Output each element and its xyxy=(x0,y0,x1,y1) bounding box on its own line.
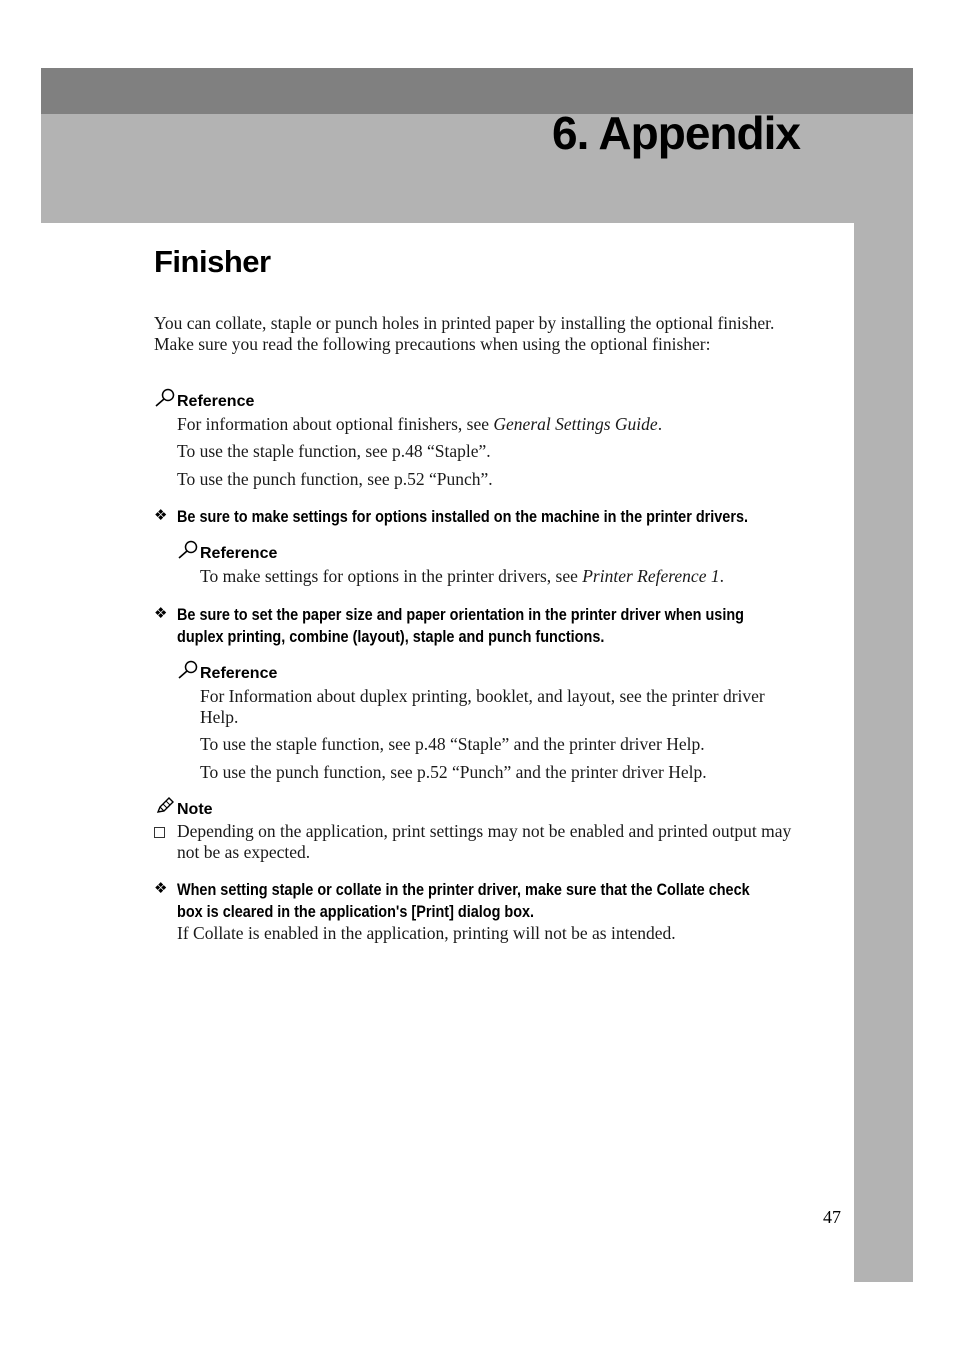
item1-ref-text: To make settings for options in the printer drivers, see Printer Reference 1. xyxy=(200,566,724,586)
item1-bullet xyxy=(154,506,167,525)
magnifier-icon xyxy=(177,540,199,560)
page-side-bar xyxy=(854,223,913,1282)
diamond-bullet-icon: ❖ xyxy=(154,879,168,897)
reference-label: Reference xyxy=(200,665,278,682)
intro-paragraph: You can collate, staple or punch holes in printed paper by installing the optional finisher. Make sure you read the following precautions when using the optional finisher: xyxy=(154,313,775,354)
ref1-line2: To use the staple function, see p.48 “Staple”. xyxy=(177,441,491,461)
reference-heading xyxy=(177,660,277,684)
item2-heading-line2: duplex printing, combine (layout), staple and punch functions. xyxy=(177,627,605,646)
ref1-line1: For information about optional finishers, see General Settings Guide. xyxy=(177,414,663,434)
item2-ref-line2: To use the staple function, see p.48 “Staple” and the printer driver Help. xyxy=(200,734,705,754)
note-heading xyxy=(154,796,213,820)
item2-bullet xyxy=(154,604,167,623)
magnifier-icon xyxy=(154,388,176,408)
reference-label: Reference xyxy=(177,393,255,410)
page-number: 47 xyxy=(823,1207,841,1227)
reference-label: Reference xyxy=(200,545,278,562)
item2-heading-line1: Be sure to set the paper size and paper orientation in the printer driver when using xyxy=(177,605,744,624)
item2-ref-line1: For Information about duplex printing, booklet, and layout, see the printer driver Help. xyxy=(200,686,765,727)
note-label: Note xyxy=(177,801,213,818)
diamond-bullet-icon: ❖ xyxy=(154,506,168,524)
section-title: Finisher xyxy=(154,244,271,279)
reference-heading xyxy=(177,540,277,564)
item3-bullet xyxy=(154,879,167,898)
item3-heading-line1: When setting staple or collate in the printer driver, make sure that the Collate check xyxy=(177,880,750,899)
ref1-line3: To use the punch function, see p.52 “Punch”. xyxy=(177,469,493,489)
pencil-icon xyxy=(154,796,176,816)
chapter-title: 6. Appendix xyxy=(552,107,800,159)
item1-italic-title: Printer Reference 1 xyxy=(582,566,720,586)
ref1-italic-title: General Settings Guide xyxy=(493,414,658,434)
checkbox-icon xyxy=(154,827,165,838)
reference-heading xyxy=(154,388,254,412)
diamond-bullet-icon: ❖ xyxy=(154,604,168,622)
item2-ref-line3: To use the punch function, see p.52 “Punch” and the printer driver Help. xyxy=(200,762,707,782)
note-text: Depending on the application, print settings may not be enabled and printed output may not be as expected. xyxy=(177,821,792,862)
magnifier-icon xyxy=(177,660,199,680)
item1-heading: Be sure to make settings for options installed on the machine in the printer drivers. xyxy=(177,507,748,526)
item3-body: If Collate is enabled in the application, printing will not be as intended. xyxy=(177,923,676,943)
note-checkbox xyxy=(154,825,165,843)
item3-heading-line2: box is cleared in the application's [Print] dialog box. xyxy=(177,902,535,921)
